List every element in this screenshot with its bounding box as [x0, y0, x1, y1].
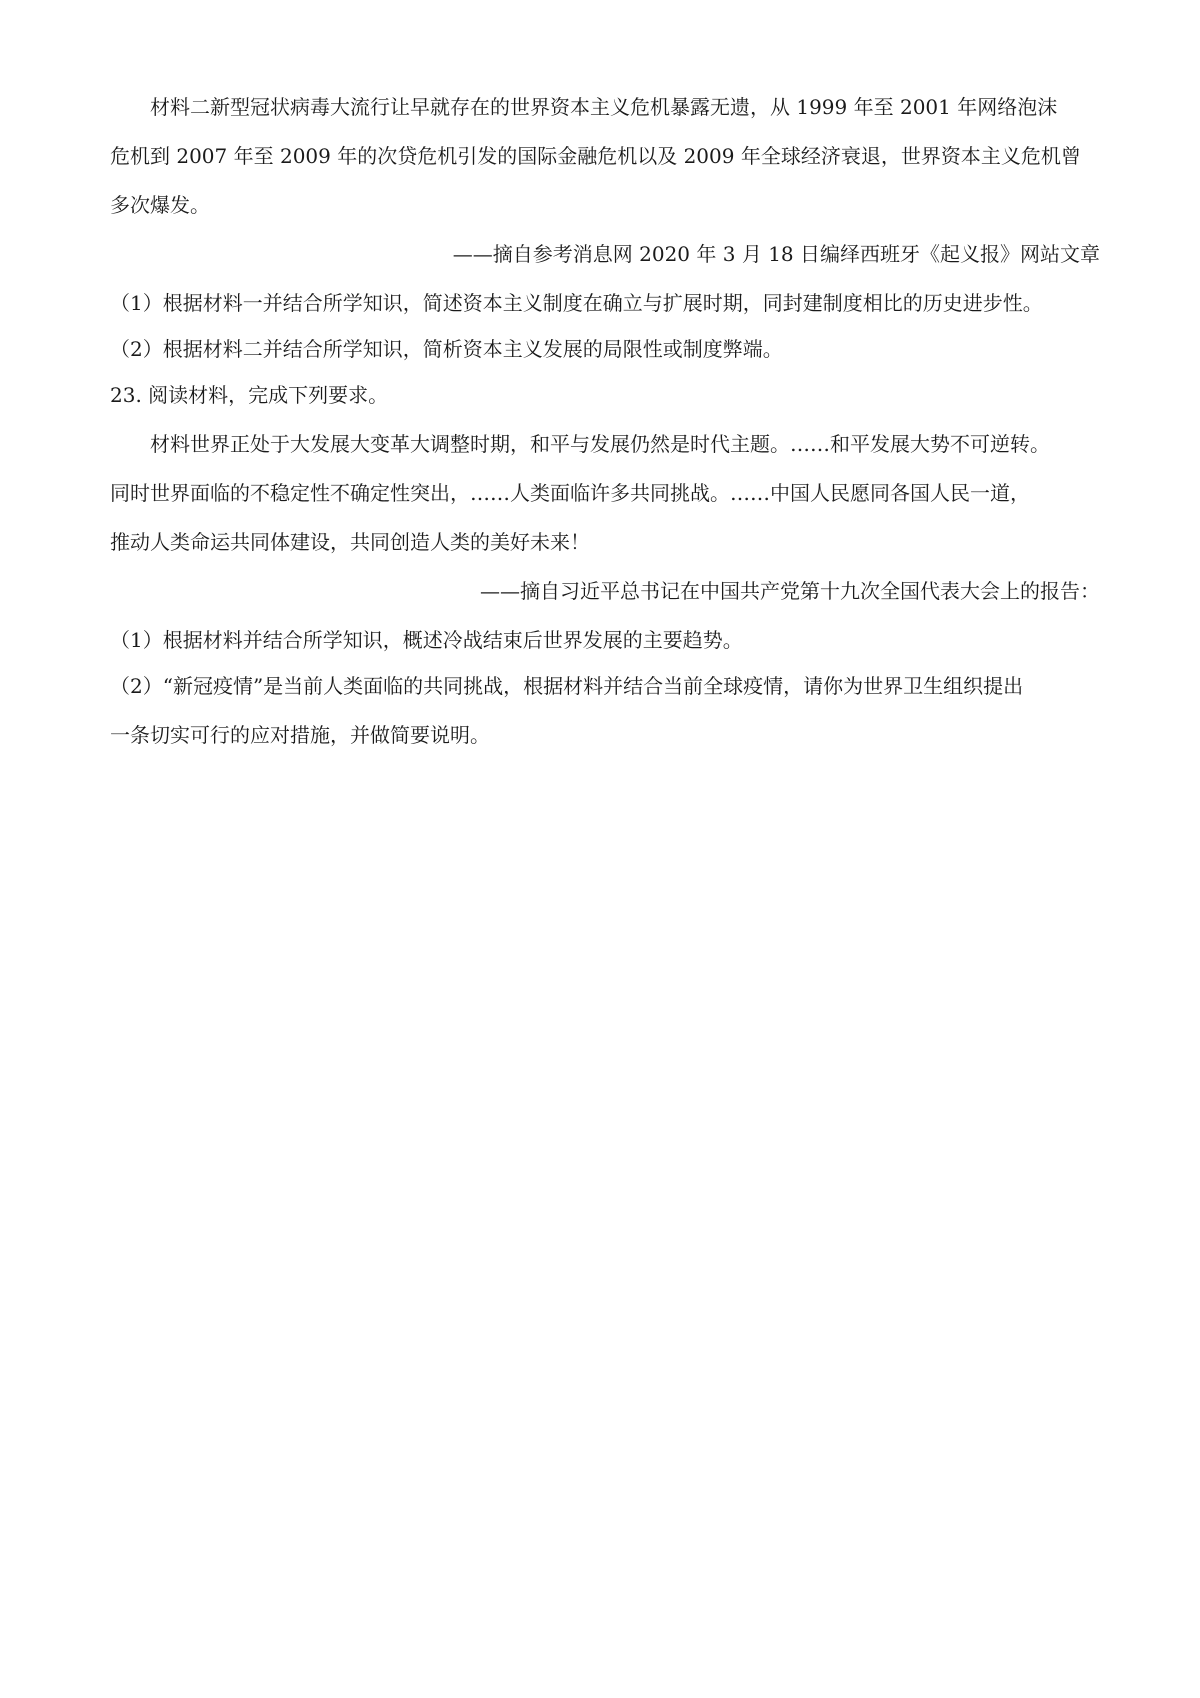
q23-source: ——摘自习近平总书记在中国共产党第十九次全国代表大会上的报告： [480, 579, 1100, 603]
q23-material-line-1: 材料世界正处于大发展大变革大调整时期，和平与发展仍然是时代主题。……和平发展大势不可逆转。 [150, 432, 1050, 456]
q23-heading: 23. 阅读材料，完成下列要求。 [110, 383, 389, 407]
q23-sub-question-2-line-2: 一条切实可行的应对措施，并做简要说明。 [110, 723, 490, 747]
q23-material-line-3: 推动人类命运共同体建设，共同创造人类的美好未来！ [110, 530, 590, 554]
material2-source: ——摘自参考消息网 2020 年 3 月 18 日编绎西班牙《起义报》网站文章 [452, 242, 1100, 266]
document-page [110, 92, 1100, 769]
q22-sub-question-1: （1）根据材料一并结合所学知识，简述资本主义制度在确立与扩展时期，同封建制度相比的历史进步性。 [110, 291, 1043, 315]
material2-line-3: 多次爆发。 [110, 193, 210, 217]
q23-material-line-2: 同时世界面临的不稳定性不确定性突出，……人类面临许多共同挑战。……中国人民愿同各国人民一道， [110, 481, 1030, 505]
material2-line-1: 材料二新型冠状病毒大流行让早就存在的世界资本主义危机暴露无遗，从 1999 年至 2001 年网络泡沫 [150, 95, 1058, 119]
q22-sub-question-2: （2）根据材料二并结合所学知识，简析资本主义发展的局限性或制度弊端。 [110, 337, 783, 361]
material2-line-2: 危机到 2007 年至 2009 年的次贷危机引发的国际金融危机以及 2009 年全球经济衰退，世界资本主义危机曾 [110, 144, 1081, 168]
q23-sub-question-1: （1）根据材料并结合所学知识，概述冷战结束后世界发展的主要趋势。 [110, 628, 743, 652]
q23-sub-question-2-line-1: （2）“新冠疫情”是当前人类面临的共同挑战，根据材料并结合当前全球疫情，请你为世界卫生组织提出 [110, 674, 1024, 698]
